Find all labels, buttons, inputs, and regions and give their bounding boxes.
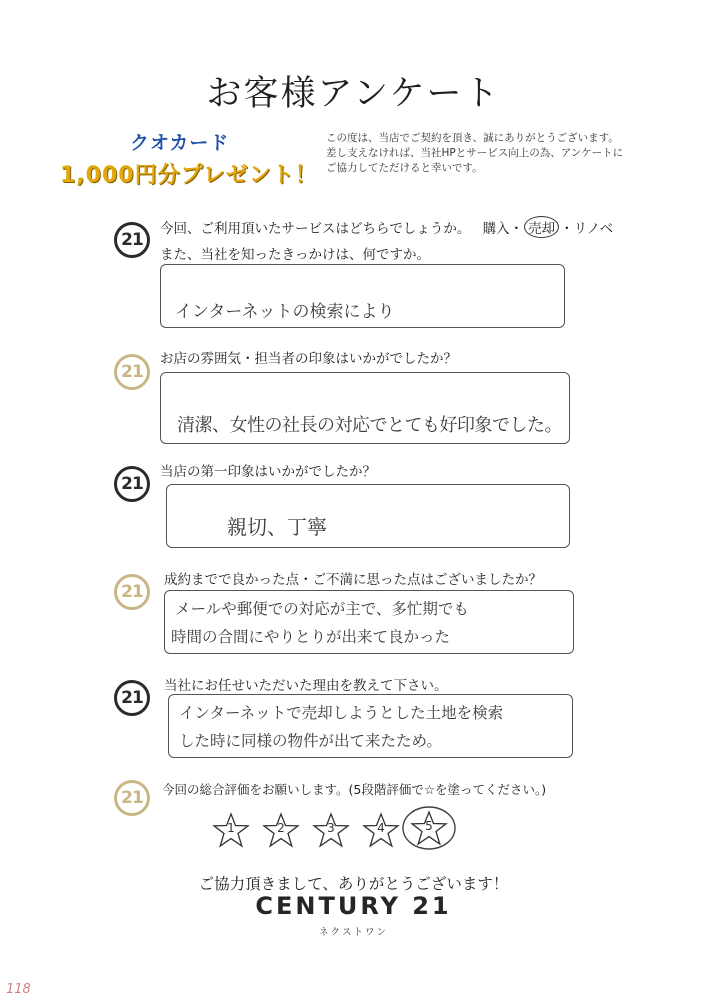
q1-option-buy: 購入・	[482, 221, 524, 237]
q4-answer-box	[164, 590, 574, 654]
star-3-icon[interactable]	[312, 812, 350, 848]
q2-answer-box	[160, 372, 570, 444]
star-4-icon[interactable]	[362, 812, 400, 848]
q4-question: 成約までで良かった点・ご不満に思った点はございましたか？	[164, 572, 542, 588]
q4-answer-line2: 時間の合間にやりとりが出来て良かった	[171, 628, 451, 646]
star-label: 4	[377, 821, 385, 835]
q1-answer: インターネットの検索により	[175, 302, 395, 322]
q5-answer-box	[168, 694, 573, 758]
q1-line1	[160, 216, 613, 238]
page-title: お客様アンケート	[206, 74, 501, 114]
intro-text	[326, 131, 696, 176]
q5-question: 当社にお任せいただいた理由を教えて下さい。	[164, 678, 448, 694]
page-number: 118	[6, 982, 31, 997]
q1-answer-box	[160, 264, 565, 328]
star-1-icon[interactable]	[212, 812, 250, 848]
intro-line: ご協力してただけると幸いです。	[326, 162, 483, 174]
thanks-message: ご協力頂きまして、ありがとうございます！	[198, 875, 509, 893]
q3-question: 当店の第一印象はいかがでしたか？	[160, 464, 376, 480]
rating-selection-circle-icon	[400, 804, 460, 852]
star-label: 5	[425, 819, 433, 833]
star-label: 2	[277, 821, 285, 835]
intro-line: この度は、当店でご契約を頂き、誠にありがとうございます。	[326, 132, 619, 144]
q3-answer-box	[166, 484, 570, 548]
century21-logo-icon: 21	[114, 780, 150, 816]
century21-logo-icon: 21	[114, 466, 150, 502]
century21-logo-icon: 21	[114, 222, 150, 258]
q5-answer-line2: した時に同様の物件が出て来たため。	[179, 732, 442, 750]
star-label: 3	[327, 821, 335, 835]
star-label: 1	[227, 821, 235, 835]
promo-quo-card: クオカード	[130, 132, 230, 154]
q4-answer-line1: メールや郵便での対応が主で、多忙期でも	[175, 600, 469, 618]
branch-name: ネクストワン	[319, 927, 388, 938]
q3-answer: 親切、丁寧	[227, 515, 327, 539]
q2-answer: 清潔、女性の社長の対応でとても好印象でした。	[177, 415, 562, 436]
century21-logo-icon: 21	[114, 354, 150, 390]
century21-logo-icon: 21	[114, 680, 150, 716]
brand-logo: CENTURY 21	[255, 892, 452, 920]
q1-line2: また、当社を知ったきっかけは、何ですか。	[160, 247, 430, 263]
intro-line: 差し支えなければ、当社HPとサービス向上の為、アンケートに	[326, 147, 624, 159]
q6-question: 今回の総合評価をお願いします。(5段階評価で☆を塗ってください。)	[162, 782, 547, 797]
q2-question: お店の雰囲気・担当者の印象はいかがでしたか？	[160, 351, 457, 367]
promo-present: 1,000円分プレゼント！	[60, 163, 318, 188]
q1-question: 今回、ご利用頂いたサービスはどちらでしょうか。	[160, 221, 471, 237]
q5-answer-line1: インターネットで売却しようとした土地を検索	[179, 704, 504, 722]
century21-logo-icon: 21	[114, 574, 150, 610]
q1-option-reno: ・リノベ	[560, 221, 614, 237]
q1-option-sell: 売却	[524, 216, 559, 238]
star-2-icon[interactable]	[262, 812, 300, 848]
